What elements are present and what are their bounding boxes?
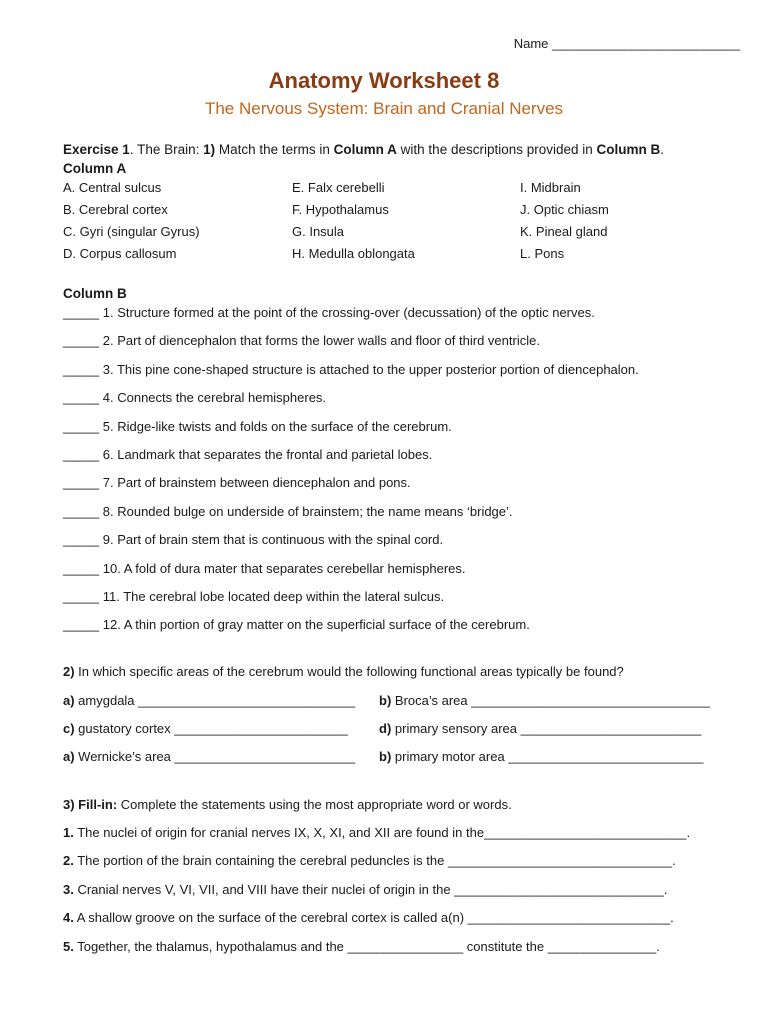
question3-text: Complete the statements using the most appropriate word or words. [117, 797, 512, 812]
item-text: The nuclei of origin for cranial nerves IX, X, XI, and XII are found in the____________________________. [73, 825, 691, 840]
item-key: a) [63, 693, 75, 708]
exercise1-num: 1) [203, 142, 216, 157]
description-item[interactable]: _____ 9. Part of brain stem that is continuous with the spinal cord. [63, 532, 444, 548]
description-item[interactable]: _____ 2. Part of diencephalon that forms the lower walls and floor of third ventricle. [63, 333, 540, 349]
terms-column-1 [63, 180, 200, 268]
fill-in-item[interactable] [63, 853, 743, 881]
exercise1-colB-ref: Column B [596, 142, 661, 157]
fill-in-item[interactable] [63, 882, 743, 910]
item-text: A shallow groove on the surface of the cerebral cortex is called a(n) ____________________________. [73, 910, 674, 926]
fill-in-items [63, 825, 743, 967]
item-text: Cranial nerves V, VI, VII, and VIII have their nuclei of origin in the _____________________________. [73, 881, 668, 897]
item-key: b) [379, 749, 392, 764]
term-item: E. Falx cerebelli [292, 180, 385, 195]
item-text: Together, the thalamus, hypothalamus and the ________________ constitute the _______________. [73, 938, 660, 954]
question2-answers [63, 693, 743, 777]
exercise1-text-a: Match the terms in [215, 142, 334, 157]
term-item: C. Gyri (singular Gyrus) [63, 224, 200, 239]
exercise1-text-c: . [660, 142, 665, 157]
name-field-label: Name __________________________ [513, 36, 740, 51]
item-num: 3. [63, 881, 74, 897]
exercise1-lead: . The Brain: [129, 142, 204, 157]
term-item: L. Pons [520, 246, 565, 261]
answer-blank[interactable] [379, 749, 704, 765]
fill-in-item[interactable] [63, 939, 743, 967]
term-item: H. Medulla oblongata [292, 246, 415, 261]
item-num: 1. [63, 825, 74, 840]
term-item: D. Corpus callosum [63, 246, 177, 261]
exercise1-instructions [63, 142, 743, 157]
exercise1-colA-ref: Column A [333, 142, 397, 157]
description-item[interactable]: _____ 12. A thin portion of gray matter on the superficial surface of the cerebrum. [63, 617, 530, 633]
term-item: A. Central sulcus [63, 180, 162, 195]
description-item[interactable]: _____ 7. Part of brainstem between diencephalon and pons. [63, 475, 411, 491]
answer-blank[interactable] [63, 749, 355, 765]
description-item[interactable]: _____ 1. Structure formed at the point of the crossing-over (decussation) of the optic nerves. [63, 305, 595, 320]
worksheet-subtitle: The Nervous System: Brain and Cranial Nerves [204, 99, 564, 118]
answer-blank[interactable] [63, 693, 355, 709]
item-key: c) [63, 721, 75, 736]
item-num: 2. [63, 853, 74, 869]
column-b-descriptions [63, 305, 743, 646]
item-text: Wernicke’s area _________________________ [74, 749, 356, 764]
question3-num: 3) Fill-in: [63, 797, 118, 812]
terms-column-3 [520, 180, 609, 268]
description-item[interactable]: _____ 11. The cerebral lobe located deep within the lateral sulcus. [63, 588, 445, 604]
question2-row [63, 749, 743, 777]
item-key: b) [379, 693, 392, 708]
item-num: 5. [63, 938, 74, 954]
answer-blank[interactable] [379, 693, 710, 709]
description-item[interactable]: _____ 6. Landmark that separates the frontal and parietal lobes. [63, 446, 433, 462]
item-text: primary sensory area _________________________ [391, 721, 702, 736]
description-item[interactable]: _____ 5. Ridge-like twists and folds on the surface of the cerebrum. [63, 418, 452, 434]
item-text: Broca’s area _________________________________ [391, 693, 710, 708]
exercise1-label: Exercise 1 [63, 142, 130, 157]
term-item: B. Cerebral cortex [63, 202, 168, 217]
question2-text: In which specific areas of the cerebrum would the following functional areas typically be found? [74, 664, 624, 679]
terms-column-2 [292, 180, 415, 268]
worksheet-title: Anatomy Worksheet 8 [268, 68, 500, 93]
answer-blank[interactable] [63, 721, 348, 737]
description-item[interactable]: _____ 10. A fold of dura mater that separates cerebellar hemispheres. [63, 560, 466, 576]
fill-in-item[interactable] [63, 825, 743, 853]
question2-row [63, 721, 743, 749]
item-key: a) [63, 749, 75, 764]
answer-blank[interactable] [379, 721, 701, 737]
term-item: J. Optic chiasm [520, 202, 609, 217]
term-item: G. Insula [292, 224, 345, 239]
item-num: 4. [63, 910, 74, 926]
fill-in-item[interactable] [63, 910, 743, 938]
description-item[interactable]: _____ 3. This pine cone-shaped structure is attached to the upper posterior portion of diencephalon. [63, 361, 639, 377]
item-text: primary motor area ___________________________ [391, 749, 704, 764]
question2-num: 2) [63, 664, 75, 679]
question2-row [63, 693, 743, 721]
description-item[interactable]: _____ 4. Connects the cerebral hemispheres. [63, 390, 327, 406]
item-text: The portion of the brain containing the cerebral peduncles is the _______________________________. [73, 853, 676, 869]
term-item: K. Pineal gland [520, 224, 608, 239]
term-item: F. Hypothalamus [292, 202, 389, 217]
item-text: gustatory cortex ________________________ [74, 721, 348, 736]
question3-prompt [63, 797, 743, 812]
item-key: d) [379, 721, 392, 736]
description-item[interactable]: _____ 8. Rounded bulge on underside of brainstem; the name means ‘bridge’. [63, 503, 513, 519]
exercise1-text-b: with the descriptions provided in [396, 142, 597, 157]
column-b-heading: Column B [63, 286, 127, 301]
item-text: amygdala ______________________________ [74, 693, 356, 708]
column-a-heading: Column A [63, 161, 127, 176]
term-item: I. Midbrain [520, 180, 581, 195]
question2-prompt [63, 664, 743, 679]
